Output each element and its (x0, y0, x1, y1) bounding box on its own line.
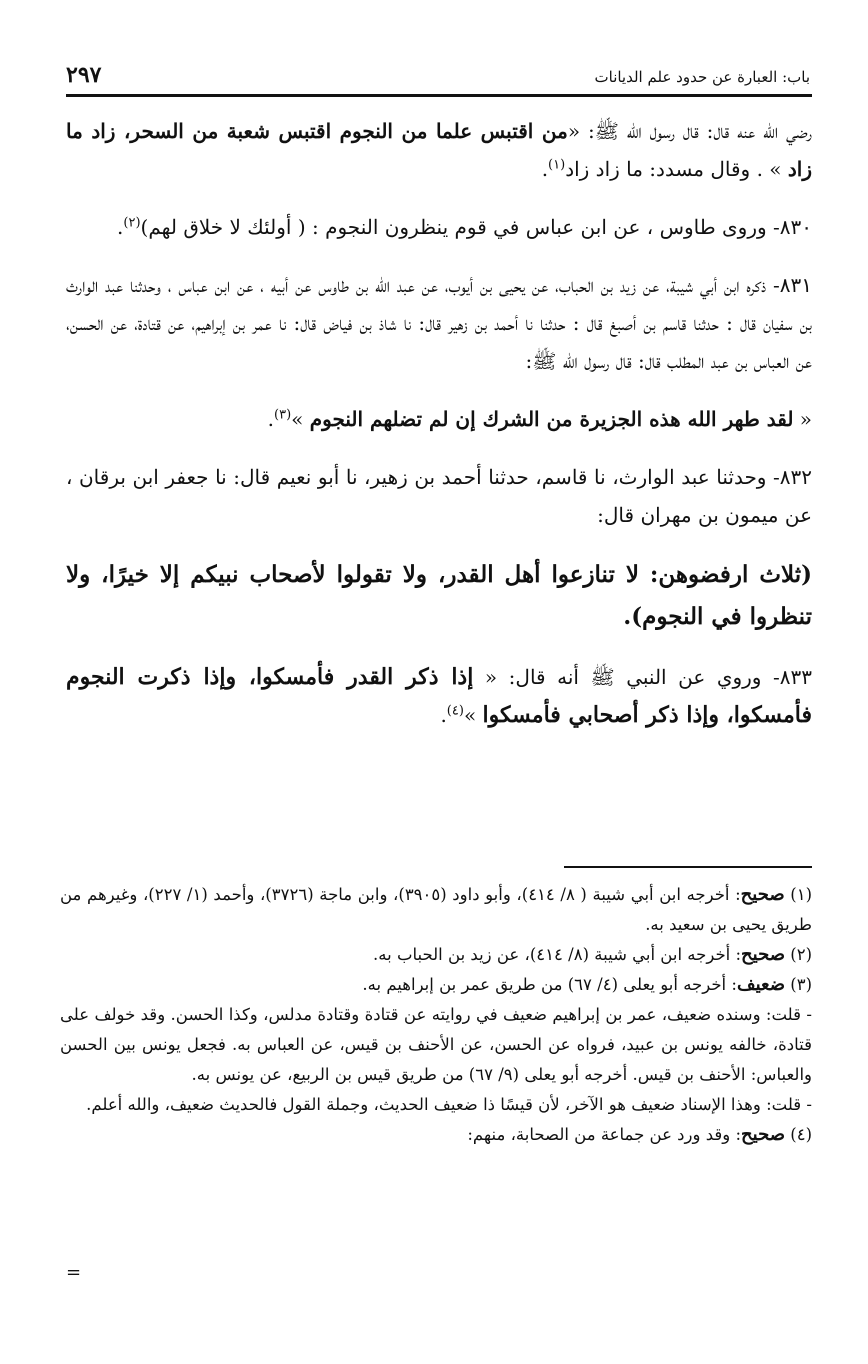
text: رضي الله عنه قال: قال رسول الله ﷺ: « (567, 119, 812, 143)
text: « (793, 407, 812, 431)
grade-label: ضعيف (736, 974, 785, 995)
text: » . وقال مسدد: ما زاد زاد (565, 157, 788, 181)
paragraph-832 (66, 458, 812, 534)
text: ٨٣٣- وروي عن النبي ﷺ أنه قال: « (473, 665, 812, 689)
footnote-1 (60, 880, 812, 940)
header-rule (66, 94, 812, 97)
footnote-number: (٣) (785, 975, 812, 994)
hadith-text: لقد طهر الله هذه الجزيرة من الشرك إن لم تضلهم النجوم (309, 407, 794, 431)
hadith-text: من اقتبس علما من النجوم اقتبس شعبة من السحر، زاد ما زاد (66, 119, 812, 181)
footnote-2 (60, 940, 812, 970)
footnote-text: - قلت: وهذا الإسناد ضعيف هو الآخر، لأن قيسًا ذا ضعيف الحديث، وجملة القول فالحديث ضعيف، والله أعلم. (86, 1095, 812, 1114)
footnote-text: : أخرجه ابن أبي شيبة (٨/ ٤١٤)، عن زيد بن الحباب به. (373, 945, 742, 964)
paragraph-829 (66, 112, 812, 188)
footnote-number: (٢) (785, 945, 812, 964)
footnote-text: : وقد ورد عن جماعة من الصحابة، منهم: (467, 1125, 742, 1144)
paragraph-830 (66, 208, 812, 246)
footnote-3-note-2 (60, 1090, 812, 1120)
text: . (440, 703, 447, 727)
footnote-ref: (٢) (123, 215, 141, 231)
footnote-3 (60, 970, 812, 1000)
grade-label: صحيح (741, 1124, 785, 1145)
text: . (541, 157, 549, 181)
footnote-text: - قلت: وسنده ضعيف، عمر بن إبراهيم ضعيف في روايته عن قتادة وقتادة مدلس، وكذا الحسن. وقد خولف على قتادة، خالفه يونس بن عبيد، فرواه عن الحسن، عن الأحنف بن قيس، عن العباس به. فجعل يونس بين الحسن والعباس: الأحنف بن قيس. أخرجه أبو يعلى (٩/ ٦٧) من طريق قيس بن الربيع، عن يونس به. (60, 1005, 812, 1084)
quote-831 (66, 400, 812, 438)
footnote-number: (١) (784, 885, 812, 904)
hadith-text: (ثلاث ارفضوهن: لا تنازعوا أهل القدر، ولا تقولوا لأصحاب نبيكم إلا خيرًا، ولا تنظروا في النجوم). (66, 561, 812, 630)
paragraph-833 (66, 658, 812, 734)
hadith-text: إذا ذكر القدر فأمسكوا، وإذا ذكرت النجوم فأمسكوا، وإذا ذكر أصحابي فأمسكوا (66, 664, 812, 728)
text: » (291, 407, 310, 431)
footnotes (60, 880, 812, 1150)
footnote-ref: (١) (548, 157, 566, 173)
paragraph-831 (66, 266, 812, 380)
text: ٨٣٠- وروى طاوس ، عن ابن عباس في قوم ينظرون النجوم : ( أولئك لا خلاق لهم) (140, 215, 812, 239)
footnote-text: : أخرجه أبو يعلى (٤/ ٦٧) من طريق عمر بن إبراهيم به. (362, 975, 737, 994)
footnote-4 (60, 1120, 812, 1150)
footnote-ref: (٣) (274, 407, 292, 423)
main-text (66, 112, 812, 754)
continuation-mark: = (66, 1262, 82, 1283)
grade-label: صحيح (741, 944, 785, 965)
quote-832 (66, 554, 812, 638)
page-header (66, 62, 810, 92)
running-title: باب: العبارة عن حدود علم الديانات (594, 68, 810, 86)
footnote-text: : أخرجه ابن أبي شيبة ( ٨/ ٤١٤)، وأبو داود (٣٩٠٥)، وابن ماجة (٣٧٢٦)، وأحمد (١/ ٢٢٧)، وغيرهم من طريق يحيى بن سعيد به. (60, 885, 812, 934)
footnote-ref: (٤) (446, 703, 464, 719)
text: ٨٣٢- وحدثنا عبد الوارث، نا قاسم، حدثنا أحمد بن زهير، نا أبو نعيم قال: نا جعفر ابن برقان ، عن ميمون بن مهران قال: (66, 465, 812, 527)
page-number: ٢٩٧ (66, 62, 102, 88)
text: » (463, 703, 483, 727)
footnote-number: (٤) (785, 1125, 812, 1144)
text: . (267, 407, 274, 431)
text: ٨٣١- ذكره ابن أبي شيبة، عن زيد بن الحباب، عن يحيى بن أيوب، عن عبد الله بن طاوس عن أبيه ، عن ابن عباس ، وحدثنا عبد الوارث بن سفيان قال : حدثنا قاسم بن أصبغ قال : حدثنا نا أحمد بن زهير قال: نا شاذ بن فياض قال: نا عمر بن إبراهيم، عن قتادة، عن الحسن، عن العباس بن عبد المطلب قال: قال رسول الله ﷺ: (66, 273, 812, 373)
footnote-3-note-1 (60, 1000, 812, 1090)
text: . (117, 215, 124, 239)
grade-label: صحيح (740, 884, 785, 905)
footnote-rule (564, 866, 812, 868)
